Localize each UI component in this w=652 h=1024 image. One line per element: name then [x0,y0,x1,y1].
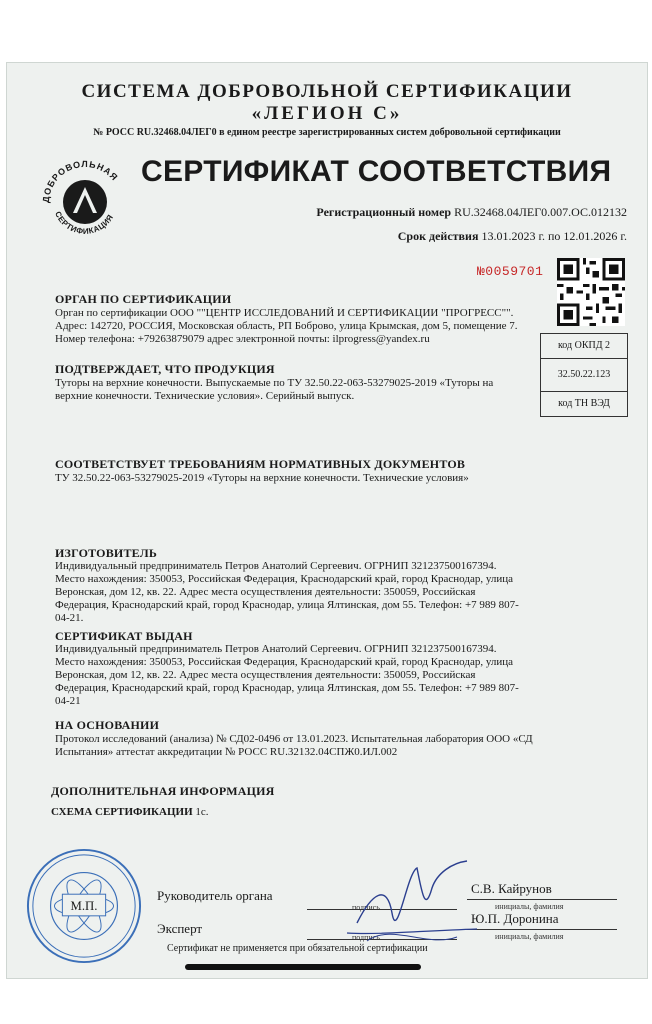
issued-heading: СЕРТИФИКАТ ВЫДАН [55,629,193,643]
basis-heading: НА ОСНОВАНИИ [55,718,160,732]
qr-code-icon [557,258,625,326]
system-name: «ЛЕГИОН С» [251,103,403,124]
norms-heading: СООТВЕТСТВУЕТ ТРЕБОВАНИЯМ НОРМАТИВНЫХ ДОКУМЕНТОВ [55,457,466,471]
stamp-text: М.П. [70,898,98,913]
norms-text: ТУ 32.50.22-063-53279025-2019 «Туторы на верхние конечности. Технические условия» [55,472,469,484]
certificate-sheet [6,62,648,979]
svg-text:ДОБРОВОЛЬНАЯ: ДОБРОВОЛЬНАЯ [40,158,121,204]
head-sig-caption: подпись [352,903,380,912]
head-name-caption: инициалы, фамилия [495,902,564,911]
head-label: Руководитель органа [157,888,273,903]
expert-name-caption: инициалы, фамилия [495,932,564,941]
manufacturer-heading: ИЗГОТОВИТЕЛЬ [55,546,157,560]
scheme-label: СХЕМА СЕРТИФИКАЦИИ [51,806,193,818]
tnved-label: код ТН ВЭД [558,398,610,409]
certificate-note: Сертификат не применяется при обязательной сертификации [167,943,428,954]
handwritten-signature-icon [337,853,487,953]
validity-label: Срок действия [397,229,479,243]
validity-period [398,229,627,244]
registration-number-label: Регистрационный номер [316,205,452,219]
serial-number: №0059701 [477,264,544,279]
home-indicator [185,964,421,970]
product-text: Туторы на верхние конечности. Выпускаемые по ТУ 32.50.22-063-53279025-2019 «Туторы на верхние конечности. Технические условия». Серийный выпуск. [55,377,494,402]
expert-sig-caption: подпись [352,933,380,942]
svg-text:СЕРТИФИКАЦИЯ: СЕРТИФИКАЦИЯ [53,209,116,236]
system-title: СИСТЕМА ДОБРОВОЛЬНОЙ СЕРТИФИКАЦИИ [81,81,573,102]
head-name-line [467,899,617,900]
system-registry-line: № РОСС RU.32468.04ЛЕГ0 в едином реестре зарегистрированных систем добровольной сертификации [93,127,561,138]
registration-number [316,205,627,220]
organ-line-3: Номер телефона: +79263879079 адрес электронной почты: ilprogress@yandex.ru [55,333,430,345]
stamp-seal-icon [25,847,143,965]
organ-line-2: Адрес: 142720, РОССИЯ, Московская область, РП Боброво, улица Крымская, дом 5, помещение 7. [55,320,518,332]
registration-number-value: RU.32468.04ЛЕГ0.007.ОС.012132 [454,205,627,219]
organ-heading: ОРГАН ПО СЕРТИФИКАЦИИ [55,292,232,306]
okpd-label: код ОКПД 2 [557,340,611,351]
expert-name: Ю.П. Доронина [471,911,559,926]
expert-name-line [467,929,617,930]
manufacturer-text: Индивидуальный предприниматель Петров Анатолий Сергеевич. ОГРНИП 321237500167394. Место нахождения: 350053, Российская Федерация, Краснодарский край, город Краснодар, улица Веронская, дом 12, кв. 22. Адрес места осуществления деятельности: 350059, Российская Федерация, Краснодарский край, город Краснодар, улица Ялтинская, дом 55. Телефон: +7 989 807-04-21. [55,560,519,624]
okpd-value: 32.50.22.123 [541,358,627,392]
certification-logo-icon [35,147,135,247]
additional-heading: ДОПОЛНИТЕЛЬНАЯ ИНФОРМАЦИЯ [51,784,275,798]
scheme-value: 1с. [195,806,209,818]
classification-codes-box [540,333,628,417]
certificate-title: СЕРТИФИКАТ СООТВЕТСТВИЯ [141,155,612,188]
expert-label: Эксперт [157,921,203,936]
organ-line-1: Орган по сертификации ООО ""ЦЕНТР ИССЛЕДОВАНИЙ И СЕРТИФИКАЦИИ "ПРОГРЕСС"". [55,307,514,319]
basis-text: Протокол исследований (анализа) № СД02-0496 от 13.01.2023. Испытательная лаборатория ООО «СД Испытания» аттестат аккредитации № РОСС RU.32132.04СПЖ0.ИЛ.002 [55,733,533,758]
issued-text: Индивидуальный предприниматель Петров Анатолий Сергеевич. ОГРНИП 321237500167394. Место нахождения: 350053, Российская Федерация, Краснодарский край, город Краснодар, улица Веронская, дом 12, кв. 22. Адрес места осуществления деятельности: 350059, Российская Федерация, Краснодарский край, город Краснодар, улица Ялтинская, дом 55. Телефон: +7 989 807-04-21 [55,643,519,707]
scheme-line [51,806,209,818]
validity-value: 13.01.2023 г. по 12.01.2026 г. [481,229,627,243]
head-name: С.В. Кайрунов [471,881,552,896]
product-heading: ПОДТВЕРЖДАЕТ, ЧТО ПРОДУКЦИЯ [55,362,275,376]
